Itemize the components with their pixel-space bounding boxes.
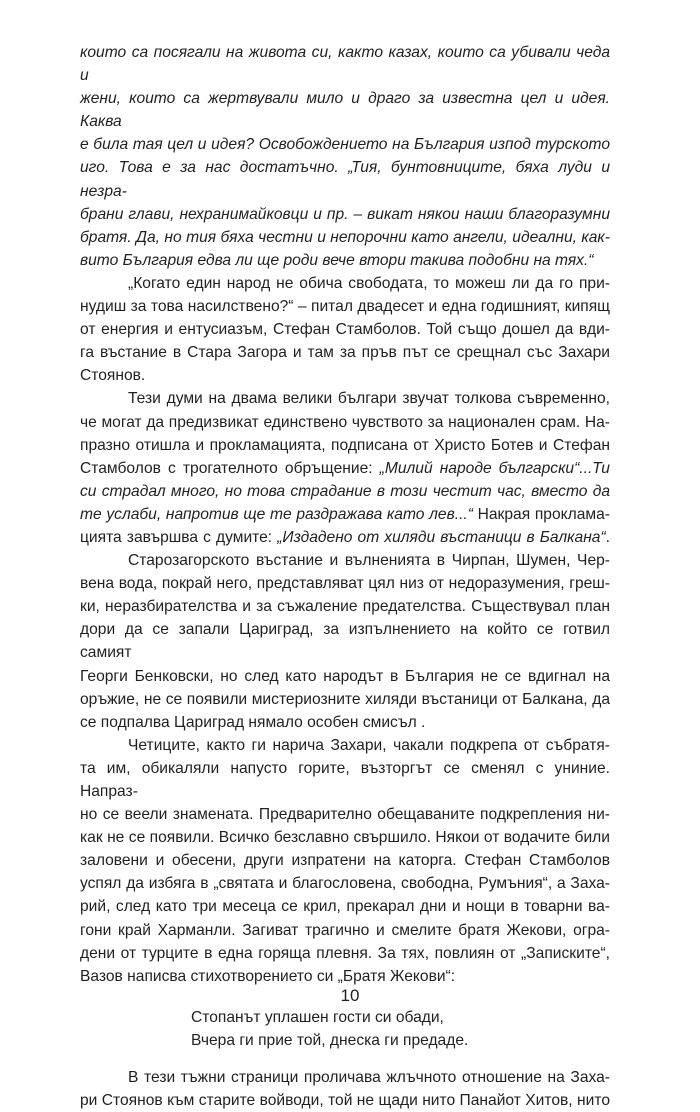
- paragraph-6: [80, 1066, 610, 1112]
- text-run: цията завършва с думите:: [80, 528, 278, 546]
- paragraph-2: [80, 272, 610, 387]
- text-line: В тези тъжни страници проличава жлъчното отношение на Заха-: [128, 1069, 610, 1087]
- text-run: Накрая проклама-: [472, 505, 610, 523]
- verse-line: Стопанът уплашен гости си обади,: [191, 1008, 444, 1026]
- paragraph-4: [80, 549, 610, 734]
- text-line: Четиците, както ги нарича Захари, чакали подкрепа от събратя-: [128, 736, 610, 754]
- text-line: „Когато един народ не обича свободата, то можеш ли да го при-: [128, 274, 610, 292]
- text-run: Стамболов с трогателното обръщение:: [80, 459, 380, 477]
- quotation-run: те услаби, напротив ще те раздражава като лев...“: [80, 505, 473, 523]
- text-line: братя. Да, но тия бяха честни и непорочни като ангели, идеални, как-: [80, 228, 610, 246]
- text-line: как не се появили. Всичко безславно свършило. Някои от водачите били: [80, 829, 610, 847]
- verse-line: Вчера ги прие той, днеска ги предаде.: [191, 1031, 469, 1049]
- text-line: рий, след като три месеца се крил, прекарал дни и нощи в товарни ва-: [80, 898, 610, 916]
- quotation-run: „Милий народе български“...Ти: [379, 459, 610, 477]
- text-line: вито България едва ли ще роди вече втори такива подобни на тях.“: [80, 251, 594, 269]
- text-line: Тези думи на двама велики българи звучат толкова съвременно,: [128, 390, 610, 408]
- text-line: [80, 457, 610, 480]
- text-line: Старозагорското въстание и вълненията в Чирпан, Шумен, Чер-: [128, 552, 610, 570]
- text-line: празно отишла и прокламацията, подписана от Христо Ботев и Стефан: [80, 436, 610, 454]
- text-line: нудиш за това насилствено?“ – питал двадесет и една годишният, кипящ: [80, 298, 610, 316]
- quotation-line: си страдал много, но това страдание в този честит час, вместо да: [80, 482, 610, 500]
- verse-quote: [80, 1006, 610, 1052]
- text-line: че могат да предизвикат единствено чувството за национален срам. На-: [80, 413, 610, 431]
- text-line: [80, 503, 610, 526]
- text-line: Стоянов.: [80, 367, 146, 385]
- paragraph-3: [80, 387, 610, 549]
- text-line: вена вода, покрай него, представляват цял низ от недоразумения, греш-: [80, 575, 610, 593]
- paragraph-1: [80, 41, 610, 272]
- text-line: ри Стоянов към старите войводи, той не щади нито Панайот Хитов, нито: [80, 1092, 610, 1110]
- text-line: заловени и обесени, други изпратени на каторга. Стефан Стамболов: [80, 852, 610, 870]
- text-line: е била тая цел и идея? Освобождението на България изпод турското: [80, 136, 610, 154]
- text-line: иго. Това е за нас достатъчно. „Тия, бунтовниците, бяха луди и незра-: [80, 159, 610, 200]
- text-line: та им, обикаляли напусто горите, възторгът се сменял с униние. Напраз-: [80, 759, 610, 800]
- text-line: Георги Бенковски, но след като народът в България не се вдигнал на: [80, 667, 610, 685]
- text-line: които са посягали на живота си, както казах, които са убивали чеда и: [80, 44, 610, 85]
- text-line: гони край Харманли. Загиват трагично и смелите братя Жекови, огра-: [80, 921, 610, 939]
- text-run: .: [605, 528, 611, 546]
- text-line: [80, 526, 610, 549]
- text-line: жени, които са жертвували мило и драго за известна цел и идея. Каква: [80, 90, 610, 131]
- text-line: брани глави, нехранимайковци и пр. – викат някои наши благоразумни: [80, 205, 610, 223]
- text-line: дени от турците в една горяща плевня. За тях, повлиян от „Записките“,: [80, 944, 610, 962]
- text-line: оръжие, не се появили мистериозните хиляди въстаници от Балкана, да: [80, 690, 610, 708]
- text-line: се подпалва Цариград нямало особен смисъл .: [80, 713, 426, 731]
- quotation-run: „Издадено от хиляди въстаници в Балкана“: [277, 528, 606, 546]
- text-line: но се веели знамената. Предварително обещаваните подкрепления ни-: [80, 806, 610, 824]
- text-line: га въстание в Стара Загора и там за пръв път се срещнал със Захари: [80, 344, 610, 362]
- page-body: [80, 41, 610, 1112]
- paragraph-5: [80, 734, 610, 988]
- text-line: Вазов написва стихотворението си „Братя Жекови“:: [80, 967, 456, 985]
- text-line: дори да се запали Цариград, за изпълнението на който се готвил самият: [80, 621, 610, 662]
- text-line: ки, неразбирателства и за съжаление предателства. Съществувал план: [80, 598, 610, 616]
- page-number: 10: [340, 986, 360, 1005]
- text-line: успял да избяга в „святата и благословена, свободна, Румъния“, а Заха-: [80, 875, 610, 893]
- text-line: от енергия и ентусиазъм, Стефан Стамболов. Той също дошел да вди-: [80, 321, 610, 339]
